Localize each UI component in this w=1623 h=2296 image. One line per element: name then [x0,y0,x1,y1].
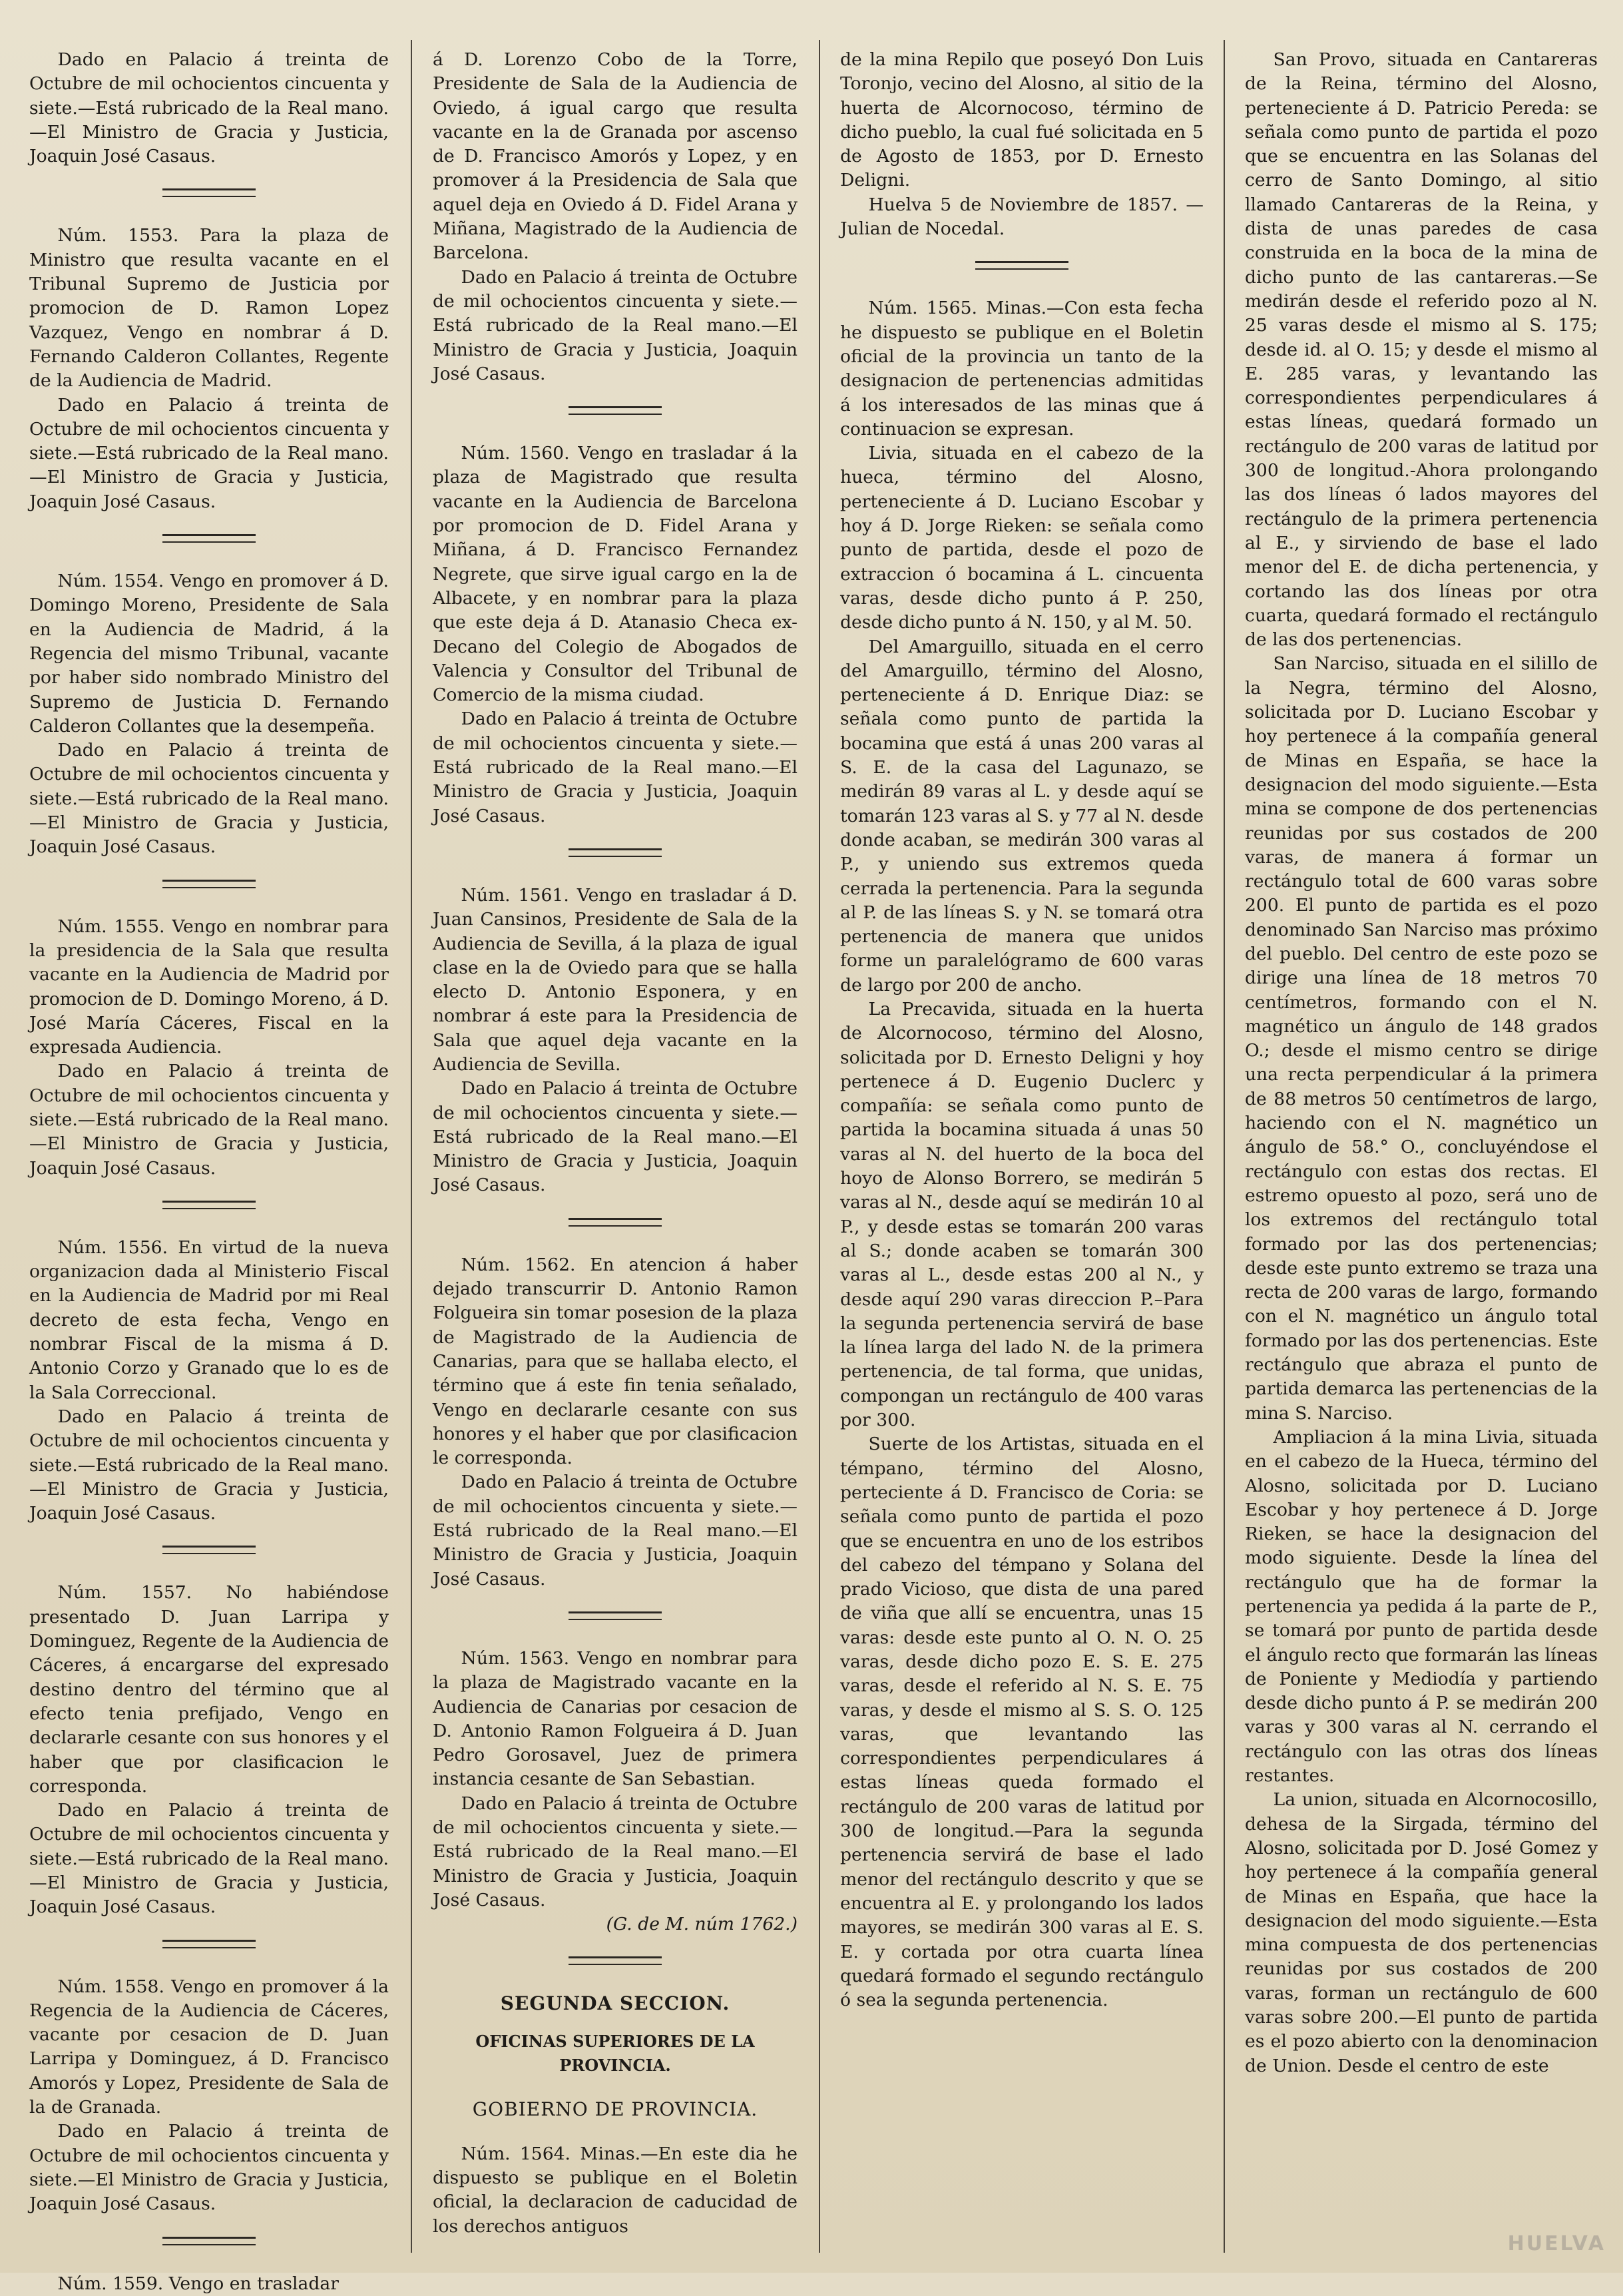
decree-paragraph: Núm. 1558. Vengo en promover á la Regencia de la Audiencia de Cáceres, vacante por cesacion de D. Juan Larripa y Dominguez, á D. Francisco Amorós y Lopez, Presidente de Sala de la de Granada. [29,1976,389,2118]
column-4 [1245,48,1598,2078]
decree-paragraph: Núm. 1557. No habiéndose presentado D. Juan Larripa y Dominguez, Regente de la Audiencia de Cáceres, á encargarse del expresado destino dentro del término que al efecto tenia prefijado, Vengo en declararle cesante con sus honores y el haber que por clasificacion le corresponda. [29,1582,389,1797]
decree-paragraph: Núm. 1559. Vengo en trasladar [57,2273,339,2294]
mining-paragraph: Núm. 1565. Minas.—Con esta fecha he dispuesto se publique en el Boletin oficial de la provincia un tanto de la designacion de pertenencias admitidas á los interesados de las minas que á continuacion se expresan. [840,298,1204,439]
signature-paragraph: Dado en Palacio á treinta de Octubre de mil ochocientos cincuenta y siete.—Está rubricado de la Real mano.—El Ministro de Gracia y Justicia, Joaquin José Casaus. [29,1061,389,1179]
mine-entry: La union, situada en Alcornocosillo, dehesa de la Sirgada, término del Alosno, solicitada por D. José Gomez y hoy pertenece á la compañía general de Minas en España, que hace la designacion del modo siguiente.—Esta mina compuesta de dos pertenencias reunidas por sus costados de 200 varas, forman un rectángulo de 600 varas sobre 200.—El punto de partida es el pozo abierto con la denominacion de Union. Desde el centro de este [1245,1789,1598,2076]
signature-paragraph: Dado en Palacio á treinta de Octubre de mil ochocientos cincuenta y siete.—Está rubricado de la Real mano.—El Ministro de Gracia y Justicia, Joaquin José Casaus. [433,266,798,384]
mine-entry: La Precavida, situada en la huerta de Alcornocoso, término del Alosno, solicitada por D. Ernesto Deligni y hoy pertenece á D. Eugenio Duclerc y compañía: se señala como punto de partida la bocamina situada á unas 50 varas al N. del huerto de la boca del hoyo de Alonso Borrero, se medirán 5 varas al N., desde aquí se medirán 10 al P., y desde estas se tomarán 200 varas al S.; donde acaben se tomarán 300 varas al L., desde estas 200 al N., y desde aquí 290 varas direccion P.–Para la segunda pertenencia servirá de base la línea larga del lado N. de la primera pertenencia, de tal forma, que unidas, compongan un rectángulo de 400 varas por 300. [840,998,1204,1431]
signature-paragraph: Dado en Palacio á treinta de Octubre de mil ochocientos cincuenta y siete.—El Ministro de Gracia y Justicia, Joaquin José Casaus. [29,2121,389,2215]
signature-paragraph: Dado en Palacio á treinta de Octubre de mil ochocientos cincuenta y siete.—Está rubricado de la Real mano.—El Ministro de Gracia y Justicia, Joaquin José Casaus. [433,1078,798,1196]
signature-paragraph: Dado en Palacio á treinta de Octubre de mil ochocientos cincuenta y siete.—Está rubricado de la Real mano.—El Ministro de Gracia y Justicia, Joaquin José Casaus. [29,740,389,858]
decree-paragraph: Núm. 1555. Vengo en nombrar para la presidencia de la Sala que resulta vacante en la Audiencia de Madrid por promocion de D. Domingo Moreno, á D. José María Cáceres, Fiscal en la expresada Audiencia. [29,916,389,1058]
column-1 [29,48,389,2296]
section-rule [569,848,662,857]
section-rule [975,261,1068,270]
section-rule [162,1201,256,1209]
mine-entry: Suerte de los Artistas, situada en el témpano, término del Alosno, perteciente á D. Francisco de Coria: se señala como punto de partida el pozo que se encuentra en uno de los estribos del cabezo del témpano y Solana del prado Vicioso, que dista de una pared de viña que allí se encuentra, unas 15 varas: desde este punto al O. N. O. 25 varas, desde dicho pozo E. S. E. 275 varas, desde el referido al N. S. E. 75 varas, y desde el mismo al S. S. O. 125 varas, que levantando las correspondientes perpendiculares á estas líneas queda formado el rectángulo de 200 varas de latitud por 300 de longitud.—Para la segunda pertenencia servirá de base el lado menor del rectángulo descrito y que se encuentra al E. y prolongando los lados mayores, se medirán 300 varas al E. S. E. y cortada por otra cuarta línea quedará formado el segundo rectángulo ó sea la segunda pertenencia. [840,1434,1204,2011]
column-divider [411,40,412,2253]
decree-paragraph: Núm. 1556. En virtud de la nueva organizacion dada al Ministerio Fiscal en la Audiencia de Madrid por mi Real decreto de esta fecha, Vengo en nombrar Fiscal de la misma á D. Antonio Corzo y Granado que lo es de la Sala Correccional. [29,1237,389,1403]
decree-paragraph: Núm. 1562. En atencion á haber dejado transcurrir D. Antonio Ramon Folgueira sin tomar posesion de la plaza de Magistrado de la Audiencia de Canarias, para que se hallaba electo, el término que á este fin tenia señalado, Vengo en declararle cesante con sus honores y el haber que por clasificacion le corresponda. [433,1254,798,1469]
decree-paragraph: Núm. 1561. Vengo en trasladar á D. Juan Cansinos, Presidente de Sala de la Audiencia de Sevilla, á la plaza de igual clase en la de Oviedo para que se halla electo D. Antonio Esponera, y en nombrar á este para la Presidencia de Sala que aquel deja vacante en la Audiencia de Sevilla. [433,884,798,1075]
gazette-reference: (G. de M. núm 1762.) [606,1914,798,1935]
section-rule [162,534,256,543]
decree-paragraph: Núm. 1554. Vengo en promover á D. Domingo Moreno, Presidente de Sala en la Audiencia de Madrid, á la Regencia del mismo Tribunal, vacante por haber sido nombrado Ministro del Supremo de Justicia D. Fernando Calderon Collantes que la desempeña. [29,571,389,736]
column-divider [1224,40,1225,2253]
decree-paragraph: Núm. 1564. Minas.—En este dia he dispuesto se publique en el Boletin oficial, la declaracion de caducidad de los derechos antiguos [433,2143,798,2237]
signature-paragraph: Dado en Palacio á treinta de Octubre de mil ochocientos cincuenta y siete.—Está rubricado de la Real mano.—El Ministro de Gracia y Justicia, Joaquin José Casaus. [433,1472,798,1589]
office-heading: GOBIERNO DE PROVINCIA. [472,2098,758,2121]
mining-paragraph: de la mina Repilo que poseyó Don Luis Toronjo, vecino del Alosno, al sitio de la huerta de Alcornocoso, término de dicho pueblo, la cual fué solicitada en 5 de Agosto de 1853, por D. Ernesto Deligni. [840,49,1204,191]
section-rule [162,188,256,197]
signature-paragraph: Dado en Palacio á treinta de Octubre de mil ochocientos cincuenta y siete.—Está rubricado de la Real mano.—El Ministro de Gracia y Justicia, Joaquin José Casaus. [29,1406,389,1524]
signature-paragraph: Dado en Palacio á treinta de Octubre de mil ochocientos cincuenta y siete.—Está rubricado de la Real mano.—El Ministro de Gracia y Justicia, Joaquin José Casaus. [433,1793,798,1910]
section-rule [569,1956,662,1965]
column-2 [433,48,798,2239]
signature-paragraph: Dado en Palacio á treinta de Octubre de mil ochocientos cincuenta y siete.—Está rubricado de la Real mano.—El Ministro de Gracia y Justicia, Joaquin José Casaus. [29,49,389,167]
decree-paragraph: á D. Lorenzo Cobo de la Torre, Presidente de Sala de la Audiencia de Oviedo, á igual cargo que resulta vacante en la de Granada por ascenso de D. Francisco Amorós y Lopez, y en promover á la Presidencia de Sala que aquel deja en Oviedo á D. Fidel Arana y Miñana, Magistrado de la Audiencia de Barcelona. [433,49,798,264]
signature-paragraph: Dado en Palacio á treinta de Octubre de mil ochocientos cincuenta y siete.—Está rubricado de la Real mano.—El Ministro de Gracia y Justicia, Joaquin José Casaus. [29,394,389,512]
mine-entry: Livia, situada en el cabezo de la hueca, término del Alosno, perteneciente á D. Luciano Escobar y hoy á D. Jorge Rieken: se señala como punto de partida, desde el pozo de extraccion ó bocamina á L. cincuenta varas, desde dicho punto á P. 250, desde dicho punto á N. 150, y al M. 50. [840,443,1204,633]
section-rule [162,1546,256,1554]
decree-paragraph: Núm. 1563. Vengo en nombrar para la plaza de Magistrado vacante en la Audiencia de Canarias por cesacion de D. Antonio Ramon Folgueira á D. Juan Pedro Gorosavel, Juez de primera instancia cesante de San Sebastian. [433,1647,798,1790]
signature-paragraph: Huelva 5 de Noviembre de 1857. —Julian de Nocedal. [840,194,1204,240]
section-rule [162,1940,256,1948]
archive-watermark: HUELVA [1507,2232,1606,2255]
section-rule [162,880,256,888]
column-divider [819,40,820,2253]
mine-entry: Ampliacion á la mina Livia, situada en el cabezo de la Hueca, término del Alosno, solicitada por D. Luciano Escobar y hoy pertenece á D. Jorge Rieken, se hace la designacion del modo siguiente. Desde la línea del rectángulo que ha de formar la pertenencia ya pedida á la parte de P., se tomará por punto de partida desde el ángulo recto que formarán las líneas de Poniente y Mediodía y partiendo desde dicho punto á P. se medirán 200 varas y 300 varas al N. cerrando el rectángulo con las otras dos líneas restantes. [1245,1426,1598,1787]
decree-paragraph: Núm. 1553. Para la plaza de Ministro que resulta vacante en el Tribunal Supremo de Justicia por promocion de D. Ramon Lopez Vazquez, Vengo en nombrar á D. Fernando Calderon Collantes, Regente de la Audiencia de Madrid. [29,225,389,392]
signature-paragraph: Dado en Palacio á treinta de Octubre de mil ochocientos cincuenta y siete.—Está rubricado de la Real mano.—El Ministro de Gracia y Justicia, Joaquin José Casaus. [433,709,798,826]
signature-paragraph: Dado en Palacio á treinta de Octubre de mil ochocientos cincuenta y siete.—Está rubricado de la Real mano.—El Ministro de Gracia y Justicia, Joaquin José Casaus. [29,1800,389,1918]
subsection-heading: OFICINAS SUPERIORES DE LA PROVINCIA. [475,2031,755,2076]
mine-entry: Del Amarguillo, situada en el cerro del Amarguillo, término del Alosno, perteneciente á D. Enrique Diaz: se señala como punto de partida la bocamina que está á unas 200 varas al S. E. de la casa del Lagunazo, se medirán 89 varas al L. y desde aquí se tomarán 123 varas al S. y 77 al N. desde donde acaban, se medirán 300 varas al P., y uniendo sus extremos queda cerrada la pertenencia. Para la segunda al P. de las líneas S. y N. se tomará otra pertenencia de manera que unidos forme un paralelógramo de 600 varas de largo por 200 de ancho. [840,636,1204,996]
section-rule [569,1218,662,1227]
section-heading: SEGUNDA SECCION. [500,1992,730,2015]
column-3 [840,48,1204,2012]
section-rule [162,2237,256,2245]
section-rule [569,406,662,415]
mine-entry: San Narciso, situada en el silillo de la Negra, término del Alosno, solicitada por D. Luciano Escobar y hoy pertenece á la compañía general de Minas en España, se hace la designacion del modo siguiente.—Esta mina se compone de dos pertenencias reunidas por sus costados de 200 varas, de manera á formar un rectángulo total de 600 varas sobre 200. El punto de partida es el pozo denominado San Narciso mas próximo del pueblo. Del centro de este pozo se dirige una línea de 18 metros 70 centímetros, formando con el N. magnético un ángulo de 148 grados O.; desde el mismo centro se dirige una recta perpendicular á la primera de 88 metros 50 centímetros de largo, haciendo con el N. magnético un ángulo de 58.° O., concluyéndose el rectángulo con estas dos rectas. El estremo opuesto al pozo, será uno de los extremos del rectángulo total formado por las dos pertenencias; desde este punto extremo se traza una recta de 200 varas de largo, formando con el N. magnético un ángulo total formado por las dos pertenencias. Este rectángulo que abraza el punto de partida demarca las pertenencias de la mina S. Narciso. [1245,653,1598,1424]
mine-entry: San Provo, situada en Cantareras de la Reina, término del Alosno, perteneciente á D. Patricio Pereda: se señala como punto de partida el pozo que se encuentra en las Solanas del cerro de Santo Domingo, al sitio llamado Cantareras de la Reina, y dista de unas paredes de casa construida en la boca de la mina de dicho punto de las cantareras.—Se medirán desde el referido pozo al N. 25 varas desde el mismo al S. 175; desde id. al O. 15; y desde el mismo al E. 285 varas, y levantando las correspondientes perpendiculares á estas líneas, quedará formado un rectángulo de 200 varas de latitud por 300 de longitud.-Ahora prolongando las dos líneas ó lados mayores del rectángulo de la primera pertenencia al E., y sirviendo de base el lado menor del E. de dicha pertenencia, y cortando las dos líneas por otra cuarta, quedará formado el rectángulo de las dos pertenencias. [1245,49,1598,651]
decree-paragraph: Núm. 1560. Vengo en trasladar á la plaza de Magistrado que resulta vacante en la Audiencia de Barcelona por promocion de D. Fidel Arana y Miñana, á D. Francisco Fernandez Negrete, que sirve igual cargo en la de Albacete, y en nombrar para la plaza que este deja á D. Atanasio Checa ex-Decano del Colegio de Abogados de Valencia y Consultor del Tribunal de Comercio de la misma ciudad. [433,443,798,706]
section-rule [569,1611,662,1620]
